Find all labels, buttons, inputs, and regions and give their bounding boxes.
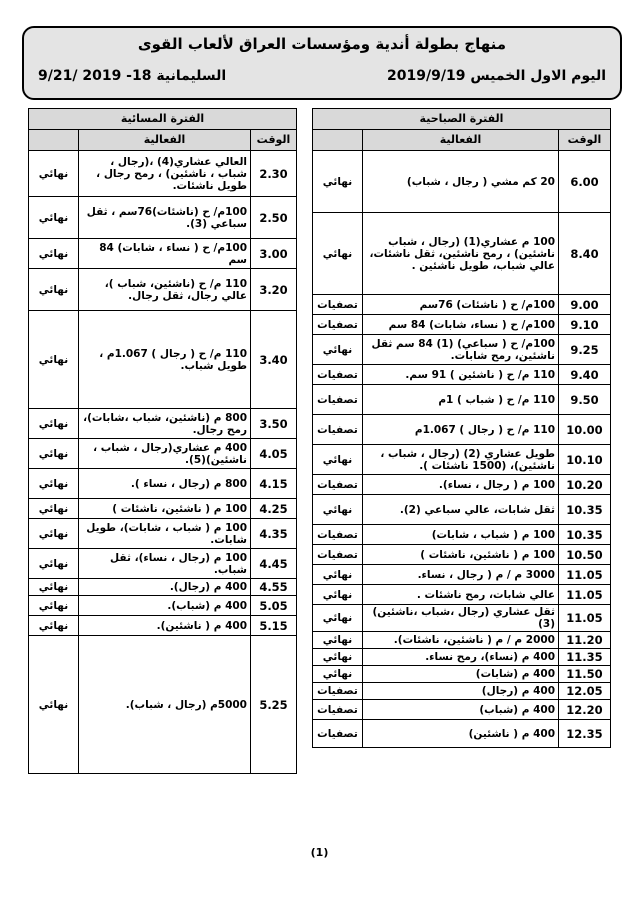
status-cell: نهائي — [313, 605, 363, 632]
status-cell: نهائي — [29, 311, 79, 409]
morning-time-column-header: الوقت — [559, 130, 611, 151]
event-cell: 100 م ( رجال ، نساء). — [363, 475, 559, 495]
time-cell: 10.10 — [559, 445, 611, 475]
time-cell: 10.50 — [559, 545, 611, 565]
location-dates-label: السليمانية 18- 2019 /9/21 — [38, 68, 227, 84]
event-cell: 100م/ ح ( نساء، شابات) 84 سم — [363, 315, 559, 335]
event-cell: 110 م/ ح ( ناشئين ) 91 سم. — [363, 365, 559, 385]
status-cell: تصفيات — [313, 315, 363, 335]
event-cell: ثقل عشاري (رجال ،شباب ،ناشئين)(3) — [363, 605, 559, 632]
time-cell: 12.35 — [559, 720, 611, 748]
schedule-row — [29, 439, 297, 469]
schedule-row — [29, 519, 297, 549]
time-cell: 3.20 — [251, 269, 297, 311]
time-cell: 10.35 — [559, 495, 611, 525]
evening-period-header: الفترة المسائية — [29, 109, 297, 130]
status-cell: تصفيات — [313, 385, 363, 415]
status-cell: نهائي — [29, 596, 79, 616]
time-cell: 12.05 — [559, 683, 611, 700]
event-cell: 110 م/ ح ( رجال ) 1.067م — [363, 415, 559, 445]
event-cell: 100 م (رجال ، نساء)، ثقل شباب. — [79, 549, 251, 579]
schedule-row — [29, 311, 297, 409]
event-cell: 800 م (رجال ، نساء ). — [79, 469, 251, 499]
schedule-row — [313, 649, 611, 666]
schedule-row — [313, 545, 611, 565]
status-cell: تصفيات — [313, 683, 363, 700]
time-cell: 4.05 — [251, 439, 297, 469]
time-cell: 5.05 — [251, 596, 297, 616]
evening-status-column-header — [29, 130, 79, 151]
time-cell: 11.05 — [559, 605, 611, 632]
event-cell: 400 م ( ناشئين) — [363, 720, 559, 748]
schedule-row — [313, 151, 611, 213]
time-cell: 3.00 — [251, 239, 297, 269]
event-cell: عالي شابات، رمح ناشئات . — [363, 585, 559, 605]
day-date-label: اليوم الاول الخميس 2019/9/19 — [387, 68, 606, 84]
event-cell: 400 م (شباب). — [79, 596, 251, 616]
event-cell: 110 م/ ح (ناشئين، شباب )، عالي رجال، ثقل رجال. — [79, 269, 251, 311]
schedule-row — [313, 565, 611, 585]
event-cell: 400 م (رجال) — [363, 683, 559, 700]
time-cell: 9.00 — [559, 295, 611, 315]
morning-status-column-header — [313, 130, 363, 151]
status-cell: نهائي — [29, 549, 79, 579]
status-cell: نهائي — [29, 616, 79, 636]
schedule-row — [29, 499, 297, 519]
schedule-row — [29, 197, 297, 239]
morning-schedule-table — [312, 108, 611, 748]
time-cell: 5.15 — [251, 616, 297, 636]
status-cell: تصفيات — [313, 475, 363, 495]
status-cell: نهائي — [29, 499, 79, 519]
time-cell: 10.35 — [559, 525, 611, 545]
status-cell: تصفيات — [313, 700, 363, 720]
status-cell: نهائي — [29, 151, 79, 197]
time-cell: 9.40 — [559, 365, 611, 385]
header-box — [22, 26, 622, 100]
schedule-row — [29, 636, 297, 774]
event-cell: طويل عشاري (2) (رجال ، شباب ، ناشئين)، (1500 ناشئات ). — [363, 445, 559, 475]
schedule-row — [313, 585, 611, 605]
schedule-row — [313, 213, 611, 295]
status-cell: نهائي — [313, 649, 363, 666]
event-cell: 5000م (رجال ، شباب). — [79, 636, 251, 774]
event-cell: 100م/ ح ( نساء ، شابات) 84 سم — [79, 239, 251, 269]
time-cell: 4.45 — [251, 549, 297, 579]
time-cell: 10.00 — [559, 415, 611, 445]
event-cell: 100م/ ح ( ناشئات) 76سم — [363, 295, 559, 315]
evening-schedule-table — [28, 108, 297, 774]
event-cell: 100م/ ح ( سباعي) (1) 84 سم ثقل ناشئين، رمح شابات. — [363, 335, 559, 365]
status-cell: نهائي — [313, 565, 363, 585]
status-cell: نهائي — [313, 445, 363, 475]
status-cell: تصفيات — [313, 545, 363, 565]
time-cell: 11.35 — [559, 649, 611, 666]
status-cell: نهائي — [29, 579, 79, 596]
time-cell: 11.05 — [559, 565, 611, 585]
event-cell: 3000 م / م ( رجال ، نساء. — [363, 565, 559, 585]
event-cell: 400 م (رجال). — [79, 579, 251, 596]
schedule-row — [29, 616, 297, 636]
status-cell: نهائي — [29, 239, 79, 269]
time-cell: 2.50 — [251, 197, 297, 239]
schedule-row — [313, 495, 611, 525]
status-cell: تصفيات — [313, 415, 363, 445]
schedule-row — [313, 475, 611, 495]
event-cell: 110 م/ ح ( رجال ) 1.067م ، طويل شباب. — [79, 311, 251, 409]
event-cell: 400 م ( ناشئين). — [79, 616, 251, 636]
event-cell: 100 م ( ناشئين، ناشئات ) — [363, 545, 559, 565]
schedule-row — [313, 335, 611, 365]
event-cell: 20 كم مشي ( رجال ، شباب) — [363, 151, 559, 213]
schedule-row — [29, 469, 297, 499]
status-cell: تصفيات — [313, 295, 363, 315]
time-cell: 4.25 — [251, 499, 297, 519]
event-cell: 100 م ( شباب ، شابات) — [363, 525, 559, 545]
event-cell: 100 م عشاري(1) (رجال ، شباب ناشئين) ، رمح ناشئين، ثقل ناشئات، عالي شباب، طويل ناشئين . — [363, 213, 559, 295]
status-cell: نهائي — [313, 666, 363, 683]
time-cell: 11.50 — [559, 666, 611, 683]
time-cell: 3.40 — [251, 311, 297, 409]
schedule-row — [313, 700, 611, 720]
event-cell: ثقل شابات، عالي سباعي (2). — [363, 495, 559, 525]
evening-event-column-header: الفعالية — [79, 130, 251, 151]
event-cell: 400 م (شباب) — [363, 700, 559, 720]
time-cell: 11.05 — [559, 585, 611, 605]
schedule-row — [313, 365, 611, 385]
schedule-row — [29, 549, 297, 579]
event-cell: 400 م عشاري(رجال ، شباب ، ناشئين)(5). — [79, 439, 251, 469]
event-cell: 2000 م / م ( ناشئين، ناشئات). — [363, 632, 559, 649]
status-cell: نهائي — [29, 519, 79, 549]
time-cell: 5.25 — [251, 636, 297, 774]
status-cell: نهائي — [313, 335, 363, 365]
schedule-row — [313, 295, 611, 315]
morning-event-column-header: الفعالية — [363, 130, 559, 151]
time-cell: 9.50 — [559, 385, 611, 415]
event-cell: 400 م (شابات) — [363, 666, 559, 683]
time-cell: 6.00 — [559, 151, 611, 213]
schedule-row — [313, 415, 611, 445]
schedule-row — [313, 525, 611, 545]
status-cell: نهائي — [313, 585, 363, 605]
schedule-row — [29, 409, 297, 439]
event-cell: 800 م (ناشئين، شباب ،شابات)، رمح رجال. — [79, 409, 251, 439]
evening-time-column-header: الوقت — [251, 130, 297, 151]
time-cell: 9.25 — [559, 335, 611, 365]
status-cell: تصفيات — [313, 525, 363, 545]
document-title: منهاج بطولة أندية ومؤسسات العراق لألعاب القوى — [137, 35, 507, 53]
status-cell: نهائي — [313, 632, 363, 649]
time-cell: 2.30 — [251, 151, 297, 197]
schedule-row — [29, 239, 297, 269]
schedule-row — [313, 666, 611, 683]
time-cell: 12.20 — [559, 700, 611, 720]
morning-period-header: الفترة الصباحية — [313, 109, 611, 130]
schedule-row — [29, 596, 297, 616]
schedule-row — [313, 632, 611, 649]
schedule-row — [313, 683, 611, 700]
time-cell: 4.55 — [251, 579, 297, 596]
status-cell: نهائي — [313, 495, 363, 525]
time-cell: 9.10 — [559, 315, 611, 335]
schedule-row — [29, 579, 297, 596]
page-number: (1) — [310, 846, 329, 859]
schedule-row — [313, 445, 611, 475]
status-cell: نهائي — [313, 151, 363, 213]
status-cell: نهائي — [29, 636, 79, 774]
status-cell: نهائي — [29, 269, 79, 311]
status-cell: نهائي — [29, 409, 79, 439]
schedule-row — [29, 151, 297, 197]
schedule-row — [29, 269, 297, 311]
evening-rows — [29, 151, 297, 774]
status-cell: نهائي — [29, 197, 79, 239]
event-cell: العالي عشاري(4) ،(رجال ، شباب ، ناشئين) ، رمح رجال ، طويل ناشئات. — [79, 151, 251, 197]
time-cell: 3.50 — [251, 409, 297, 439]
time-cell: 4.15 — [251, 469, 297, 499]
event-cell: 110 م/ ح ( شباب ) 1م — [363, 385, 559, 415]
time-cell: 11.20 — [559, 632, 611, 649]
schedule-row — [313, 385, 611, 415]
status-cell: نهائي — [29, 439, 79, 469]
time-cell: 8.40 — [559, 213, 611, 295]
event-cell: 100 م ( ناشئين، ناشئات ) — [79, 499, 251, 519]
time-cell: 10.20 — [559, 475, 611, 495]
schedule-row — [313, 720, 611, 748]
time-cell: 4.35 — [251, 519, 297, 549]
status-cell: نهائي — [313, 213, 363, 295]
status-cell: تصفيات — [313, 365, 363, 385]
event-cell: 400 م (نساء)، رمح نساء. — [363, 649, 559, 666]
status-cell: نهائي — [29, 469, 79, 499]
morning-rows — [313, 151, 611, 748]
status-cell: تصفيات — [313, 720, 363, 748]
event-cell: 100 م ( شباب ، شابات)، طويل شابات. — [79, 519, 251, 549]
schedule-row — [313, 605, 611, 632]
schedule-row — [313, 315, 611, 335]
event-cell: 100م/ ح (ناشئات)76سم ، ثقل سباعي (3). — [79, 197, 251, 239]
